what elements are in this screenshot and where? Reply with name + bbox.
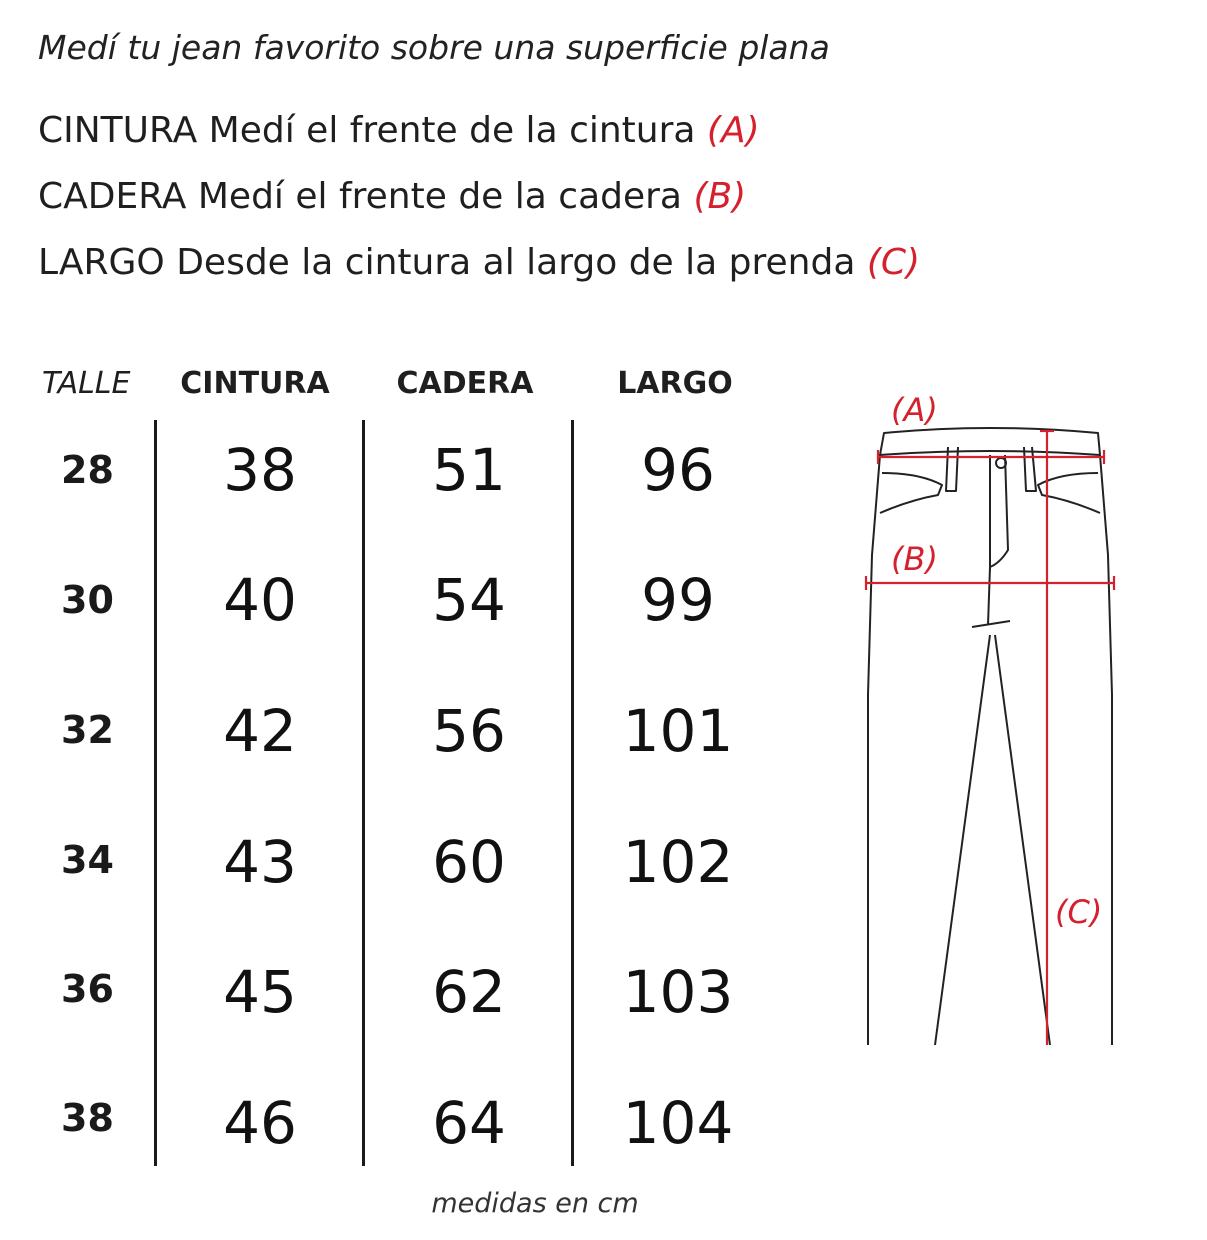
talle-cell: 36	[61, 967, 114, 1011]
cadera-cell: 54	[432, 566, 506, 634]
instruction-text: Medí el frente de la cadera	[186, 176, 694, 217]
talle-cell: 38	[61, 1096, 114, 1140]
largo-cell: 103	[622, 958, 734, 1026]
cintura-cell: 45	[223, 958, 297, 1026]
cadera-cell: 56	[432, 697, 506, 765]
cadera-cell: 60	[432, 828, 506, 896]
largo-cell: 96	[641, 436, 715, 504]
column-divider	[154, 420, 157, 1166]
instruction-cintura	[38, 110, 760, 151]
instruction-text: Desde la cintura al largo de la prenda	[164, 242, 867, 283]
instruction-text: Medí el frente de la cintura	[197, 110, 707, 151]
instruction-key: LARGO	[38, 242, 165, 283]
cadera-cell: 64	[432, 1089, 506, 1157]
label-a: (A)	[891, 391, 938, 429]
largo-cell: 101	[622, 697, 734, 765]
talle-cell: 32	[61, 708, 114, 752]
intro-text: Medí tu jean favorito sobre una superficie plana	[38, 28, 830, 67]
cintura-cell: 38	[223, 436, 297, 504]
label-b: (B)	[891, 540, 938, 578]
jeans-diagram	[860, 391, 1130, 1054]
talle-cell: 28	[61, 448, 114, 492]
cintura-cell: 42	[223, 697, 297, 765]
instruction-ref: (A)	[706, 110, 760, 151]
header-talle: TALLE	[42, 366, 131, 401]
cintura-cell: 43	[223, 828, 297, 896]
instruction-cadera	[38, 176, 746, 217]
cadera-cell: 62	[432, 958, 506, 1026]
label-c: (C)	[1055, 893, 1103, 931]
cadera-cell: 51	[432, 436, 506, 504]
header-cadera: CADERA	[396, 366, 534, 401]
largo-cell: 102	[622, 828, 734, 896]
largo-cell: 104	[622, 1089, 734, 1157]
instruction-largo	[38, 242, 920, 283]
instruction-ref: (B)	[693, 176, 747, 217]
instruction-ref: (C)	[866, 242, 921, 283]
header-largo: LARGO	[617, 366, 733, 401]
talle-cell: 30	[61, 578, 114, 622]
largo-cell: 99	[641, 566, 715, 634]
column-divider	[571, 420, 574, 1166]
talle-cell: 34	[61, 838, 114, 882]
cintura-cell: 40	[223, 566, 297, 634]
units-note: medidas en cm	[431, 1188, 639, 1219]
instruction-key: CINTURA	[38, 110, 198, 151]
jeans-illustration	[860, 395, 1130, 1050]
cintura-cell: 46	[223, 1089, 297, 1157]
column-divider	[362, 420, 365, 1166]
instruction-key: CADERA	[38, 176, 187, 217]
header-cintura: CINTURA	[180, 366, 330, 401]
